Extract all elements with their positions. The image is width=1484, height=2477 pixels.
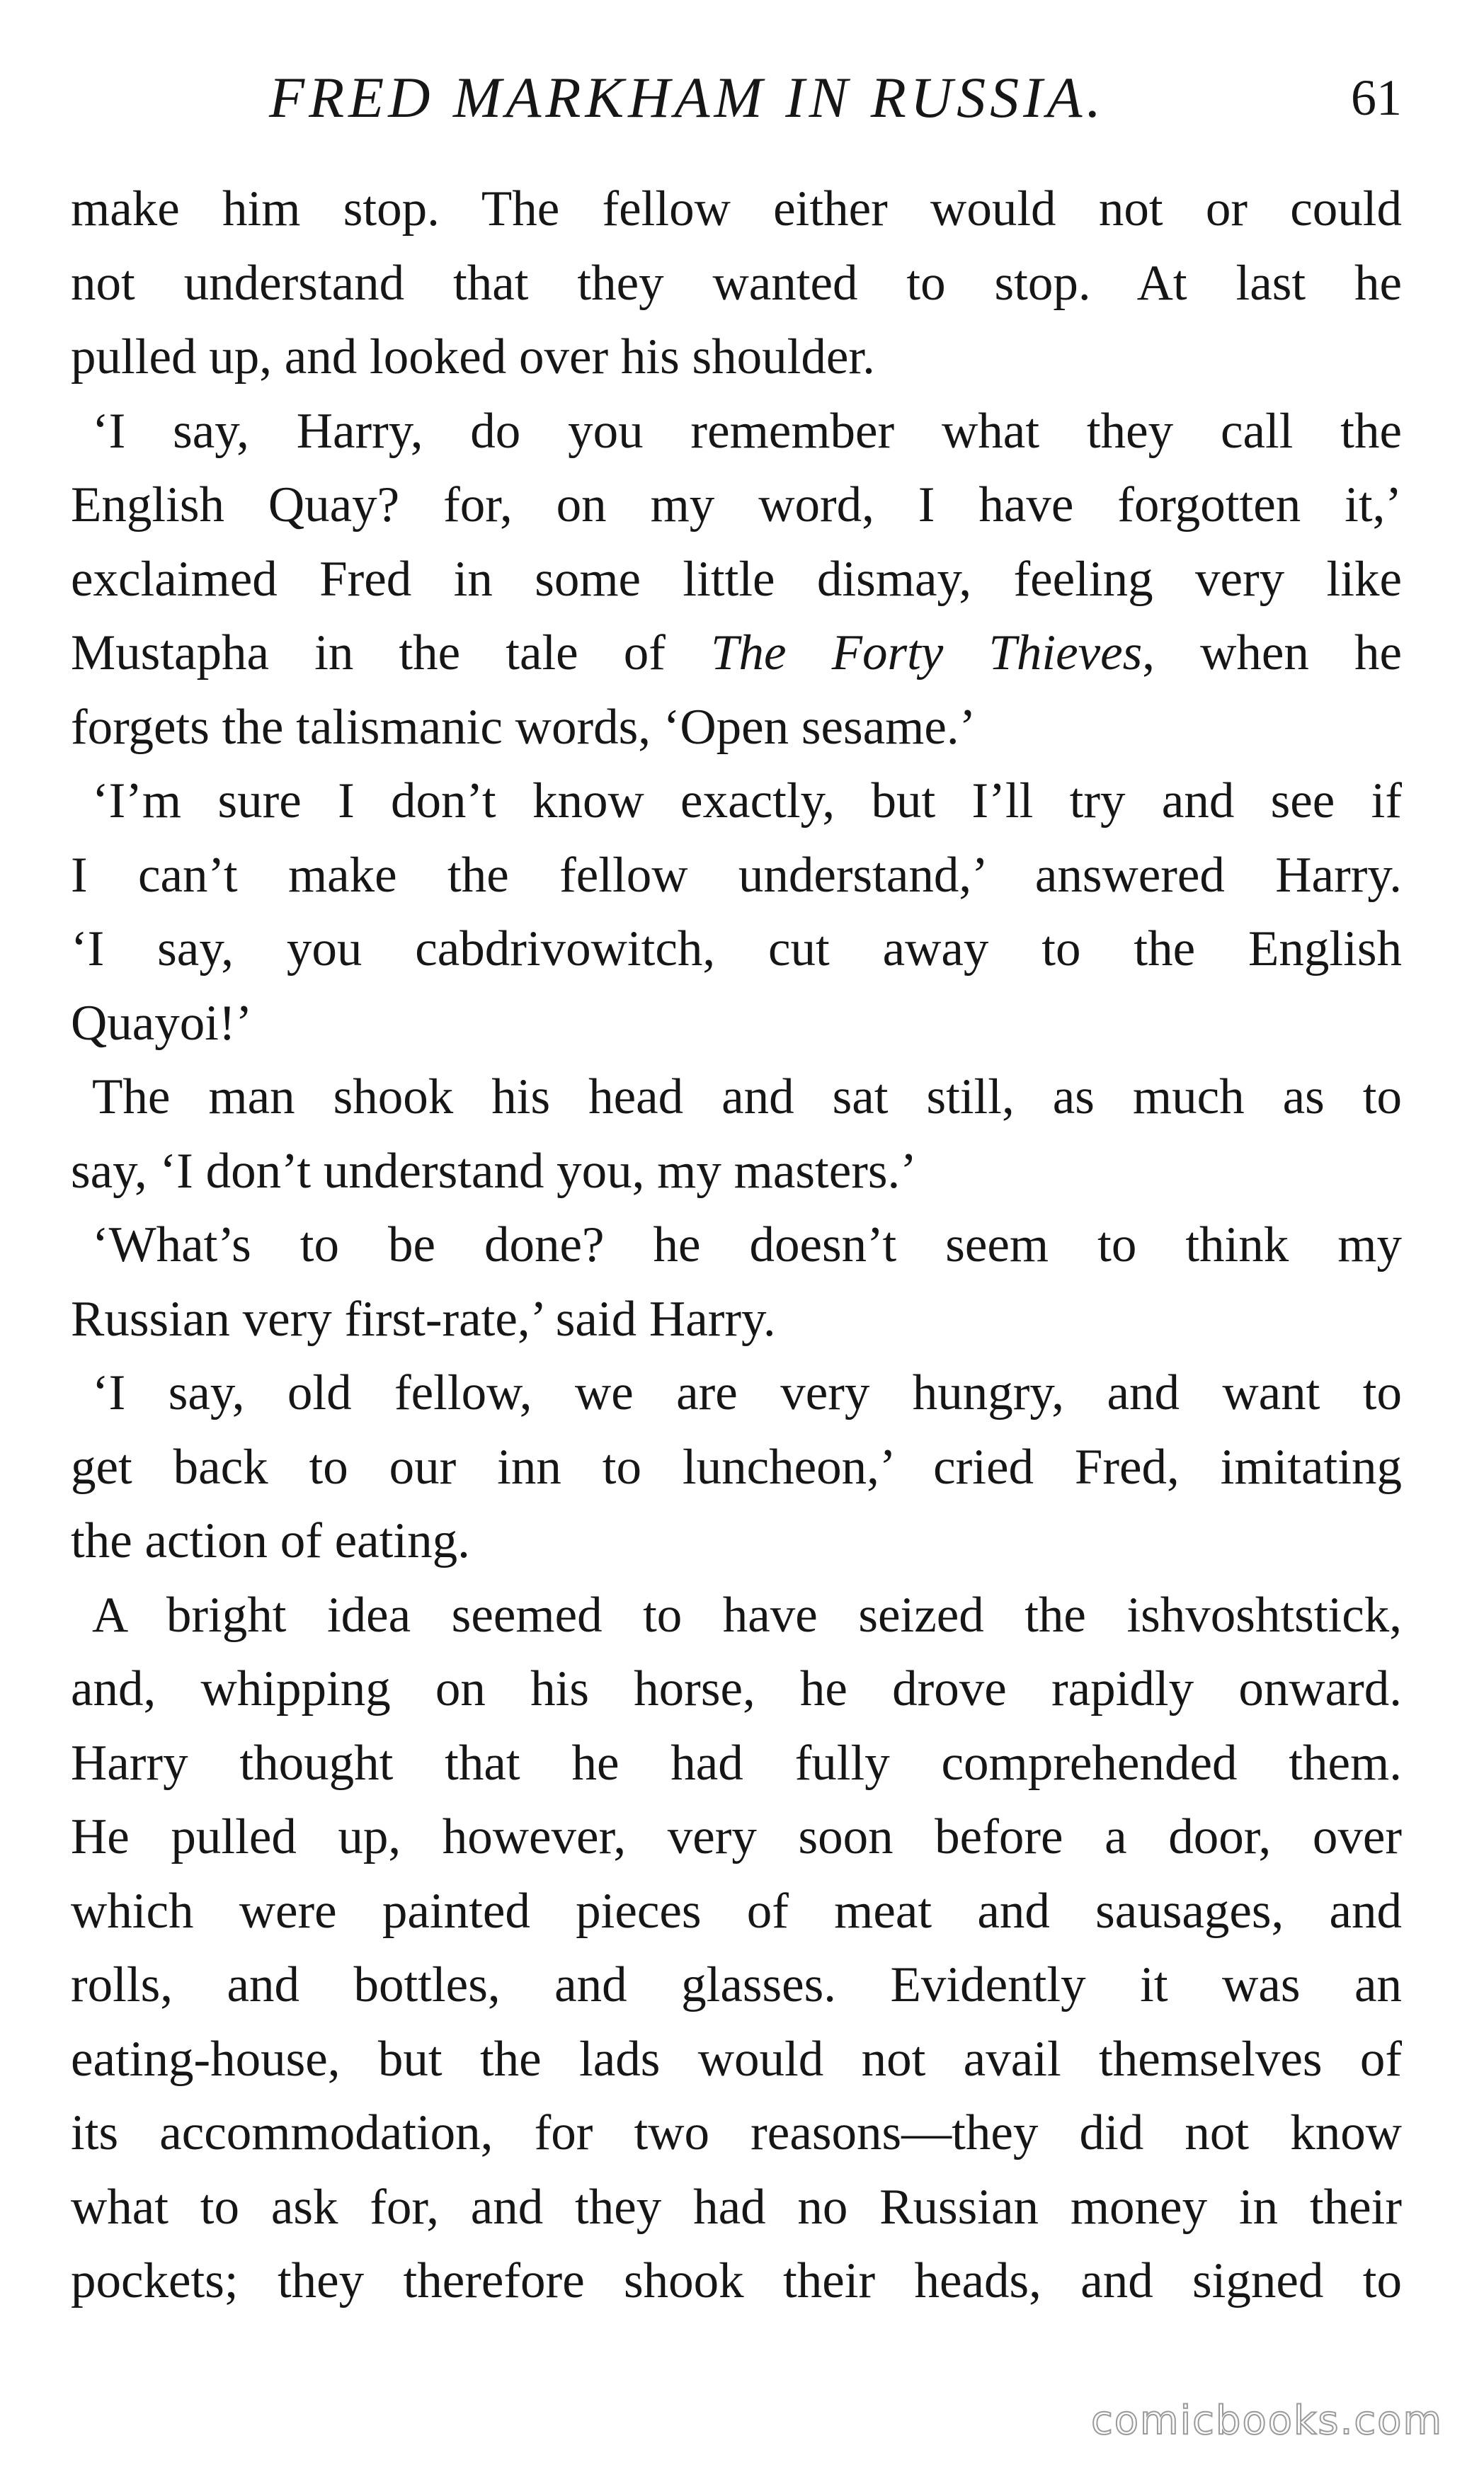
- text-line: get back to our inn to luncheon,’ cried Fred, imitating: [71, 1439, 1402, 1495]
- watermark: comicbooks.com: [1090, 2398, 1443, 2444]
- text-line: He pulled up, however, very soon before a door, over: [71, 1809, 1402, 1864]
- page-number: 61: [1351, 69, 1402, 126]
- text-line: its accommodation, for two reasons—they did not know: [71, 2105, 1402, 2160]
- text-line: rolls, and bottles, and glasses. Evidently it was an: [71, 1957, 1402, 2012]
- text-line: not understand that they wanted to stop. At last he: [71, 255, 1402, 311]
- paragraph-6: [71, 1356, 1402, 1578]
- text-line: pockets; they therefore shook their heads, and signed to: [71, 2253, 1402, 2308]
- text-line: ‘I say, old fellow, we are very hungry, and want to: [92, 1365, 1402, 1420]
- body-text: [71, 172, 1402, 2318]
- paragraph-2: [71, 394, 1402, 765]
- text-line: English Quay? for, on my word, I have forgotten it,’: [71, 477, 1402, 533]
- text-line: Quayoi!’: [71, 995, 253, 1051]
- text-line: and, whipping on his horse, he drove rapidly onward.: [71, 1661, 1402, 1716]
- text-line: [71, 616, 1402, 690]
- paragraph-4: [71, 1060, 1402, 1208]
- text-line: exclaimed Fred in some little dismay, feeling very like: [71, 551, 1402, 607]
- text-line: pulled up, and looked over his shoulder.: [71, 329, 875, 385]
- text-line: Russian very first-rate,’ said Harry.: [71, 1291, 776, 1347]
- page-header: [71, 55, 1402, 140]
- text-line: say, ‘I don’t understand you, my masters.’: [71, 1143, 917, 1199]
- text-line: A bright idea seemed to have seized the ishvoshtstick,: [92, 1587, 1402, 1643]
- text-line: ‘I’m sure I don’t know exactly, but I’ll try and see if: [92, 773, 1402, 828]
- paragraph-7: [71, 1578, 1402, 2318]
- running-title: FRED MARKHAM IN RUSSIA.: [269, 65, 1105, 130]
- text-fragment: Mustapha in the tale of: [71, 625, 711, 681]
- paragraph-1: [71, 172, 1402, 394]
- book-title-italic: The Forty Thieves: [711, 625, 1143, 681]
- text-line: ‘I say, you cabdrivowitch, cut away to the English: [71, 921, 1402, 976]
- text-line: what to ask for, and they had no Russian money in their: [71, 2179, 1402, 2235]
- text-line: make him stop. The fellow either would not or could: [71, 181, 1402, 237]
- paragraph-5: [71, 1208, 1402, 1356]
- text-line: forgets the talismanic words, ‘Open sesame.’: [71, 699, 976, 755]
- text-line: I can’t make the fellow understand,’ answered Harry.: [71, 847, 1402, 903]
- text-line: which were painted pieces of meat and sausages, and: [71, 1883, 1402, 1939]
- text-line: ‘I say, Harry, do you remember what they call the: [92, 403, 1402, 459]
- text-line: the action of eating.: [71, 1513, 470, 1568]
- text-line: The man shook his head and sat still, as much as to: [92, 1069, 1402, 1124]
- paragraph-3: [71, 764, 1402, 1060]
- text-line: ‘What’s to be done? he doesn’t seem to think my: [92, 1217, 1402, 1272]
- text-line: eating-house, but the lads would not avail themselves of: [71, 2031, 1402, 2087]
- text-fragment: , when he: [1142, 625, 1402, 681]
- text-line: Harry thought that he had fully comprehended them.: [71, 1735, 1402, 1791]
